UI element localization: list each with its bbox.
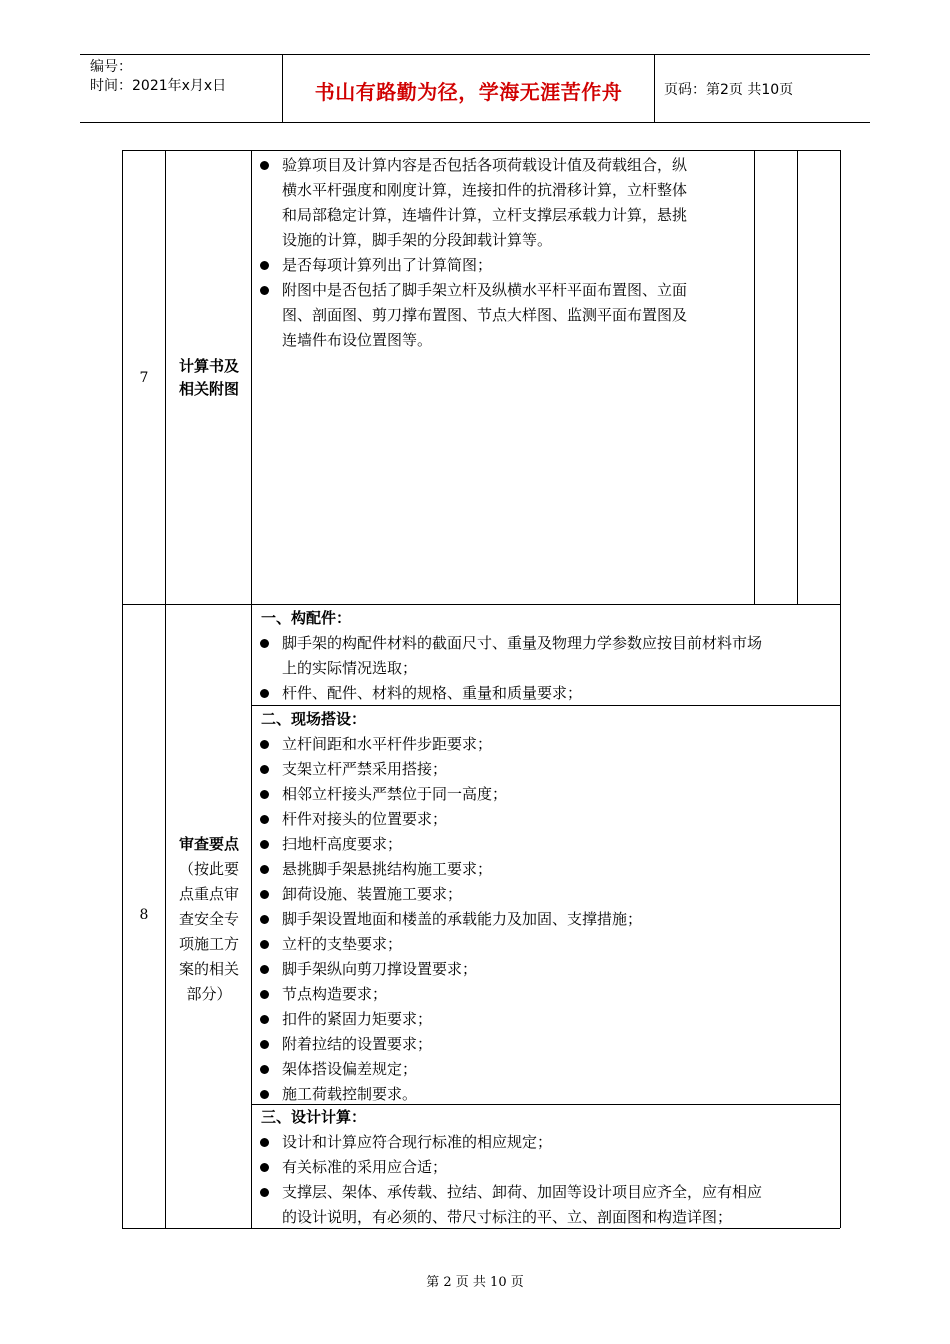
category-note: 项施工方 bbox=[178, 935, 239, 953]
list-item bbox=[258, 1057, 642, 1082]
list-item bbox=[258, 757, 642, 782]
item-line: 连墙件布设位置图等。 bbox=[282, 331, 433, 349]
list-item bbox=[258, 278, 687, 353]
list-item bbox=[258, 857, 642, 882]
section-title: 三、设计计算： bbox=[261, 1108, 367, 1126]
list-item bbox=[258, 1032, 642, 1057]
section-title: 二、现场搭设： bbox=[261, 710, 367, 728]
item-line: 扣件的紧固力矩要求； bbox=[282, 1010, 433, 1028]
bullet-icon bbox=[260, 1163, 269, 1172]
serial-label: 编号： bbox=[90, 59, 132, 75]
table-rule bbox=[797, 150, 798, 604]
bullet-icon bbox=[260, 865, 269, 874]
time-label: 时间：2021年x月x日 bbox=[90, 78, 227, 94]
item-line: 架体搭设偏差规定； bbox=[282, 1060, 418, 1078]
category-note: （按此要 bbox=[178, 860, 239, 878]
list-item bbox=[258, 782, 642, 807]
list-item bbox=[258, 253, 687, 278]
list-item bbox=[258, 832, 642, 857]
list-item bbox=[258, 882, 642, 907]
item-line: 施工荷载控制要求。 bbox=[282, 1085, 418, 1103]
category-title: 审查要点 bbox=[178, 835, 239, 853]
bullet-icon bbox=[260, 890, 269, 899]
bullet-icon bbox=[260, 990, 269, 999]
row-number: 8 bbox=[139, 907, 149, 923]
section-title: 一、构配件： bbox=[261, 609, 352, 627]
item-line: 立杆的支垫要求； bbox=[282, 935, 403, 953]
bullet-icon bbox=[260, 815, 269, 824]
section-site-erection bbox=[258, 707, 642, 1107]
bullet-icon bbox=[260, 740, 269, 749]
page-footer: 第 2 页 共 10 页 bbox=[426, 1275, 524, 1290]
table-rule bbox=[754, 150, 755, 604]
list-item bbox=[258, 1155, 762, 1180]
header-meta bbox=[90, 58, 226, 96]
list-item bbox=[258, 153, 687, 253]
item-line: 上的实际情况选取； bbox=[282, 659, 418, 677]
list-item bbox=[258, 957, 642, 982]
bullet-icon bbox=[260, 940, 269, 949]
list-item bbox=[258, 732, 642, 757]
item-line: 相邻立杆接头严禁位于同一高度； bbox=[282, 785, 508, 803]
row-category bbox=[166, 832, 252, 1007]
header-top-rule bbox=[80, 54, 870, 55]
item-line: 节点构造要求； bbox=[282, 985, 388, 1003]
bullet-icon bbox=[260, 790, 269, 799]
table-rule bbox=[122, 604, 840, 605]
list-item bbox=[258, 681, 762, 706]
item-line: 图、剖面图、剪刀撑布置图、节点大样图、监测平面布置图及 bbox=[282, 306, 688, 324]
bullet-icon bbox=[260, 1040, 269, 1049]
section-components bbox=[258, 606, 762, 706]
category-line: 相关附图 bbox=[178, 380, 239, 398]
category-note: 案的相关 bbox=[178, 960, 239, 978]
item-line: 脚手架设置地面和楼盖的承载能力及加固、支撑措施； bbox=[282, 910, 643, 928]
list-item bbox=[258, 982, 642, 1007]
list-item bbox=[258, 907, 642, 932]
item-line: 附着拉结的设置要求； bbox=[282, 1035, 433, 1053]
bullet-icon bbox=[260, 161, 269, 170]
item-line: 验算项目及计算内容是否包括各项荷载设计值及荷载组合，纵 bbox=[282, 156, 688, 174]
item-line: 脚手架的构配件材料的截面尺寸、重量及物理力学参数应按目前材料市场 bbox=[282, 634, 763, 652]
list-item bbox=[258, 1130, 762, 1155]
row-category bbox=[166, 355, 252, 401]
bullet-icon bbox=[260, 765, 269, 774]
item-line: 附图中是否包括了脚手架立杆及纵横水平杆平面布置图、立面 bbox=[282, 281, 688, 299]
table-rule bbox=[840, 150, 841, 1228]
row-number: 7 bbox=[139, 370, 149, 386]
list-item bbox=[258, 1007, 642, 1032]
category-note: 查安全专 bbox=[178, 910, 239, 928]
bullet-icon bbox=[260, 1138, 269, 1147]
category-note: 点重点审 bbox=[178, 885, 239, 903]
item-line: 扫地杆高度要求； bbox=[282, 835, 403, 853]
section-design-calculation bbox=[258, 1105, 762, 1230]
bullet-icon bbox=[260, 689, 269, 698]
item-line: 悬挑脚手架悬挑结构施工要求； bbox=[282, 860, 493, 878]
item-line: 有关标准的采用应合适； bbox=[282, 1158, 448, 1176]
table-rule bbox=[165, 150, 166, 1228]
item-line: 杆件、配件、材料的规格、重量和质量要求； bbox=[282, 684, 583, 702]
category-line: 计算书及 bbox=[178, 357, 239, 375]
table-rule bbox=[122, 150, 840, 151]
item-line: 支撑层、架体、承传载、拉结、卸荷、加固等设计项目应齐全，应有相应 bbox=[282, 1183, 763, 1201]
item-line: 设计和计算应符合现行标准的相应规定； bbox=[282, 1133, 553, 1151]
header-divider bbox=[654, 54, 655, 122]
header-bottom-rule bbox=[80, 122, 870, 123]
item-line: 和局部稳定计算，连墙件计算，立杆支撑层承载力计算，悬挑 bbox=[282, 206, 688, 224]
bullet-icon bbox=[260, 915, 269, 924]
category-note: 部分） bbox=[186, 985, 232, 1003]
item-line: 横水平杆强度和刚度计算，连接扣件的抗滑移计算，立杆整体 bbox=[282, 181, 688, 199]
bullet-icon bbox=[260, 965, 269, 974]
header-page-info: 页码：第2页 共10页 bbox=[664, 82, 794, 98]
item-line: 立杆间距和水平杆件步距要求； bbox=[282, 735, 493, 753]
item-line: 卸荷设施、装置施工要求； bbox=[282, 885, 463, 903]
bullet-icon bbox=[260, 1188, 269, 1197]
table-rule bbox=[122, 150, 123, 1228]
list-item bbox=[258, 631, 762, 681]
item-line: 是否每项计算列出了计算简图； bbox=[282, 256, 493, 274]
bullet-icon bbox=[260, 840, 269, 849]
item-line: 设施的计算，脚手架的分段卸载计算等。 bbox=[282, 231, 553, 249]
item-line: 的设计说明，有必须的、带尺寸标注的平、立、剖面图和构造详图； bbox=[282, 1208, 733, 1226]
list-item bbox=[258, 932, 642, 957]
bullet-icon bbox=[260, 1090, 269, 1099]
table-rule bbox=[251, 150, 252, 1228]
item-line: 支架立杆严禁采用搭接； bbox=[282, 760, 448, 778]
bullet-icon bbox=[260, 286, 269, 295]
list-item bbox=[258, 807, 642, 832]
bullet-icon bbox=[260, 1015, 269, 1024]
bullet-icon bbox=[260, 261, 269, 270]
bullet-icon bbox=[260, 639, 269, 648]
row-content bbox=[258, 153, 687, 353]
item-line: 杆件对接头的位置要求； bbox=[282, 810, 448, 828]
list-item bbox=[258, 1180, 762, 1230]
list-item bbox=[258, 1082, 642, 1107]
header-motto: 书山有路勤为径，学海无涯苦作舟 bbox=[314, 80, 623, 104]
bullet-icon bbox=[260, 1065, 269, 1074]
item-line: 脚手架纵向剪刀撑设置要求； bbox=[282, 960, 478, 978]
